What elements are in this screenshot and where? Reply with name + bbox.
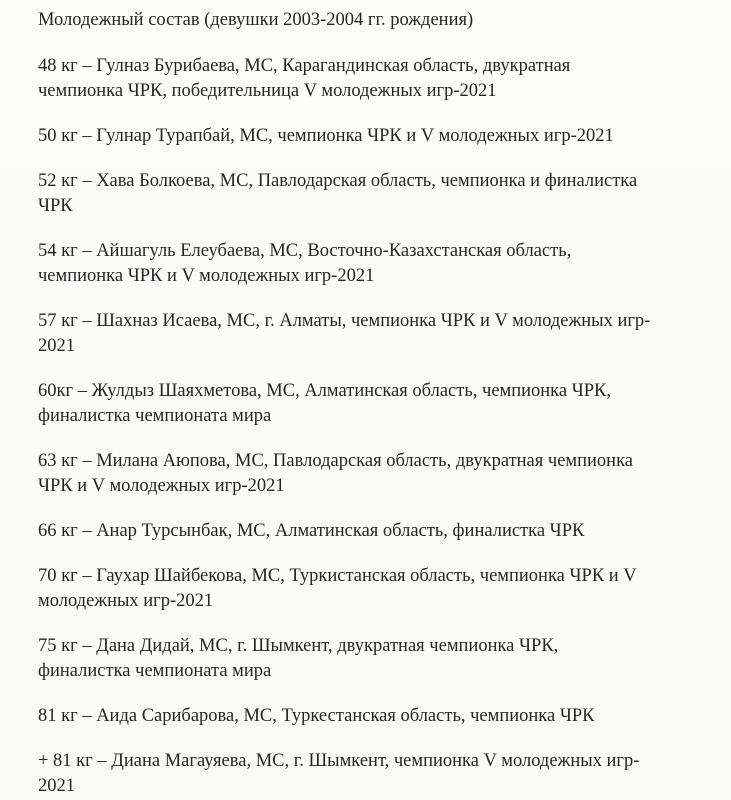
roster-entry (38, 564, 724, 614)
document-body (38, 8, 724, 799)
roster-entry-line: 75 кг – Дана Дидай, МС, г. Шымкент, двукратная чемпионка ЧРК, (38, 636, 559, 656)
roster-entry-line: чемпионка ЧРК, победительница V молодежных игр-2021 (38, 81, 497, 101)
roster-entry-line: 54 кг – Айшагуль Елеубаева, МС, Восточно-Казахстанская область, (38, 241, 572, 261)
roster-entry-line: 81 кг – Аида Сарибарова, МС, Туркестанская область, чемпионка ЧРК (38, 706, 595, 726)
roster-entry-line: 60кг – Жулдыз Шаяхметова, МС, Алматинская область, чемпионка ЧРК, (38, 381, 612, 401)
roster-entry-line: ЧРК и V молодежных игр-2021 (38, 476, 285, 496)
roster-entry (38, 704, 724, 729)
roster-entry-line: финалистка чемпионата мира (38, 661, 272, 681)
roster-entry (38, 749, 724, 799)
roster-entry (38, 239, 724, 289)
roster-entry-line: молодежных игр-2021 (38, 591, 214, 611)
roster-entry-line: 50 кг – Гулнар Турапбай, МС, чемпионка ЧРК и V молодежных игр-2021 (38, 126, 614, 146)
roster-entry (38, 449, 724, 499)
roster-entry (38, 124, 724, 149)
roster-entry-line: 2021 (38, 776, 75, 796)
roster-entry-line: + 81 кг – Диана Магауяева, МС, г. Шымкент, чемпионка V молодежных игр- (38, 751, 640, 771)
roster-entry (38, 54, 724, 104)
roster-entry-line: ЧРК (38, 196, 73, 216)
roster-entry-line: 52 кг – Хава Болкоева, МС, Павлодарская область, чемпионка и финалистка (38, 171, 638, 191)
roster-entry (38, 309, 724, 359)
roster-entry (38, 379, 724, 429)
roster-entry-line: 48 кг – Гулназ Бурибаева, МС, Карагандинская область, двукратная (38, 56, 571, 76)
roster-entry-line: 57 кг – Шахназ Исаева, МС, г. Алматы, чемпионка ЧРК и V молодежных игр- (38, 311, 651, 331)
document-title: Молодежный состав (девушки 2003-2004 гг. рождения) (38, 10, 474, 30)
roster-entry-line: 70 кг – Гаухар Шайбекова, МС, Туркистанская область, чемпионка ЧРК и V (38, 566, 637, 586)
roster-entry-line: 2021 (38, 336, 75, 356)
roster-entry-line: 63 кг – Милана Аюпова, МС, Павлодарская область, двукратная чемпионка (38, 451, 633, 471)
roster-entry-line: 66 кг – Анар Турсынбак, МС, Алматинская область, финалистка ЧРК (38, 521, 585, 541)
roster-entry (38, 169, 724, 219)
roster-entry (38, 634, 724, 684)
roster-entry-line: чемпионка ЧРК и V молодежных игр-2021 (38, 266, 375, 286)
roster-entry (38, 519, 724, 544)
roster-entry-line: финалистка чемпионата мира (38, 406, 272, 426)
